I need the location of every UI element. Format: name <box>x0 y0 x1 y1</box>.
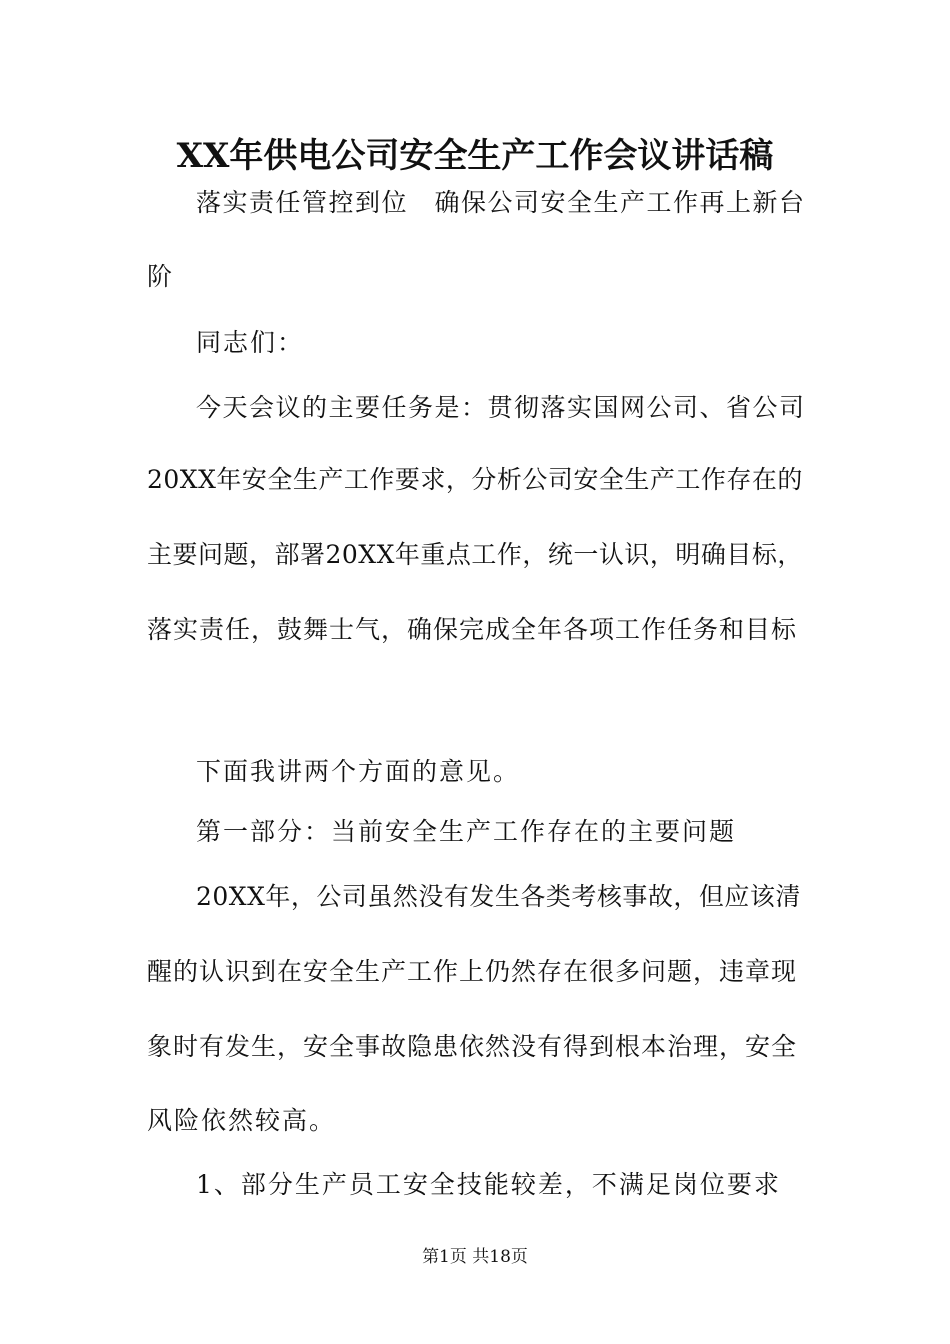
list-item-1: 1、部分生产员工安全技能较差，不满足岗位要求 <box>196 1170 781 1199</box>
paragraph-1-line-3: 主要问题，部署20XX年重点工作，统一认识，明确目标， <box>147 540 803 569</box>
paragraph-3-line-4: 风险依然较高。 <box>147 1106 337 1135</box>
document-title: XX年供电公司安全生产工作会议讲话稿 <box>176 136 774 176</box>
paragraph-1-line-1: 今天会议的主要任务是：贯彻落实国网公司、省公司 <box>196 393 806 422</box>
subtitle-line-2: 阶 <box>147 262 175 291</box>
paragraph-3-line-1: 20XX年，公司虽然没有发生各类考核事故，但应该清 <box>196 882 801 911</box>
section-heading: 第一部分：当前安全生产工作存在的主要问题 <box>196 817 737 846</box>
paragraph-3-line-2: 醒的认识到在安全生产工作上仍然存在很多问题，违章现 <box>147 957 798 986</box>
paragraph-2: 下面我讲两个方面的意见。 <box>196 757 521 786</box>
paragraph-1-line-2: 20XX年安全生产工作要求，分析公司安全生产工作存在的 <box>147 465 803 494</box>
salutation: 同志们： <box>196 328 305 357</box>
page-footer: 第1页 共18页 <box>422 1247 528 1267</box>
paragraph-3-line-3: 象时有发生，安全事故隐患依然没有得到根本治理，安全 <box>147 1032 798 1061</box>
paragraph-1-line-4: 落实责任，鼓舞士气，确保完成全年各项工作任务和目标 <box>147 615 798 644</box>
subtitle-line-1: 落实责任管控到位 确保公司安全生产工作再上新台 <box>196 188 806 217</box>
